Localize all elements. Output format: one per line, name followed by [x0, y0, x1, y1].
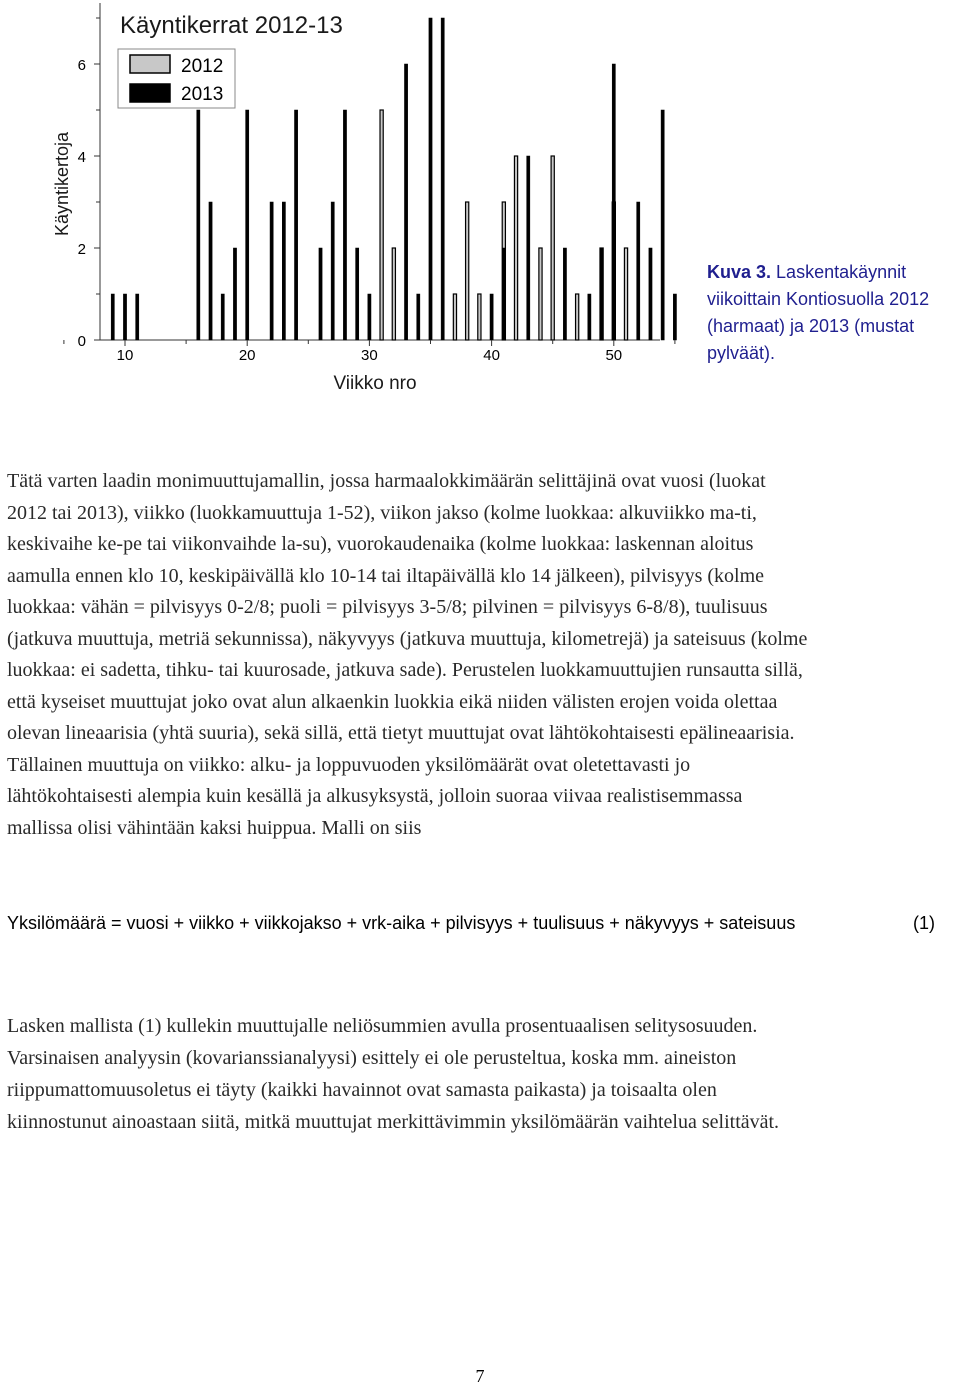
figure-caption: [707, 259, 957, 367]
bar-2013: [661, 110, 664, 340]
bar-chart: [0, 0, 700, 410]
caption-text: Laskentakäynnit viikoittain Kontiosuolla 2012 (harmaat) ja 2013 (mustat pylväät).: [707, 262, 930, 363]
y-tick-label: 2: [77, 241, 86, 258]
bar-2013: [246, 110, 249, 340]
paragraph-1-line: olevan lineaarisia (yhtä suuria), sekä sillä, että tietyt muuttujat ovat lähtökohtaisesti epälineaarisia.: [7, 722, 795, 744]
x-axis-label: Viikko nro: [333, 373, 417, 394]
bar-2013: [612, 64, 615, 340]
bar-2013: [441, 18, 444, 340]
chart-legend: [118, 49, 235, 108]
bar-2012: [539, 248, 542, 340]
bar-2013: [502, 248, 505, 340]
bar-2013: [209, 202, 212, 340]
bar-2013: [368, 294, 371, 340]
bar-2013: [673, 294, 676, 340]
bar-2013: [527, 156, 530, 340]
bar-2012: [576, 294, 579, 340]
y-tick-label: 6: [77, 57, 86, 74]
bar-2013: [197, 110, 200, 340]
page-number: 7: [475, 1366, 485, 1386]
paragraph-1-line: lähtökohtaisesti alempia kuin kesällä ja alkusyksystä, jolloin suoraa viivaa realistisemmassa: [7, 785, 743, 807]
bar-2013: [282, 202, 285, 340]
x-tick-label: 50: [605, 347, 623, 364]
bar-2012: [466, 202, 469, 340]
equation: [7, 913, 947, 939]
bar-2013: [221, 294, 224, 340]
paragraph-1-line: luokkaa: ei sadetta, tihku- tai kuurosade, jatkuva sade). Perustelen luokkamuuttujien runsautta sillä,: [7, 659, 803, 681]
x-tick-label: 10: [116, 347, 134, 364]
bar-2012: [392, 248, 395, 340]
bar-2013: [270, 202, 273, 340]
bar-2013: [649, 248, 652, 340]
bar-2012: [624, 248, 627, 340]
x-tick-label: 30: [361, 347, 378, 364]
paragraph-2-line: kiinnostunut ainoastaan siitä, mitkä muuttujat merkittävimmin yksilömäärän vaihtelua selittävät.: [7, 1111, 780, 1133]
paragraph-1-line: keskivaihe ke-pe tai viikonvaihde la-su), vuorokaudenaika (kolme luokkaa: laskennan aloitus: [7, 533, 754, 555]
paragraph-2-line: Lasken mallista (1) kullekin muuttujalle neliösummien avulla prosentuaalisen selitysosuuden.: [7, 1015, 758, 1037]
paragraph-1: [7, 466, 960, 844]
bar-2013: [356, 248, 359, 340]
bar-2013: [343, 110, 346, 340]
bar-2013: [123, 294, 126, 340]
bar-2013: [600, 248, 603, 340]
bar-2013: [319, 248, 322, 340]
bar-2013: [588, 294, 591, 340]
bar-2013: [563, 248, 566, 340]
bar-2012: [478, 294, 481, 340]
bar-2013: [233, 248, 236, 340]
bar-2012: [514, 156, 517, 340]
bar-2012: [453, 294, 456, 340]
y-axis-label: Käyntikertoja: [52, 131, 72, 237]
paragraph-1-line: Tällainen muuttuja on viikko: alku- ja loppuvuoden yksilömäärät ovat oletettavasti jo: [7, 753, 691, 776]
legend-label-2012: 2012: [181, 56, 224, 77]
paragraph-1-line: luokkaa: vähän = pilvisyys 0-2/8; puoli = pilvisyys 3-5/8; pilvinen = pilvisyys 6-8/8), tuulisuus: [7, 596, 768, 618]
legend-swatch-2013: [130, 84, 170, 102]
equation-number: (1): [913, 913, 935, 933]
bar-2013: [111, 294, 114, 340]
paragraph-1-line: että kyseiset muuttujat joko ovat alun alkaenkin luokkia eikä niiden välisten erojen voida olettaa: [7, 690, 778, 713]
y-tick-label: 0: [77, 333, 86, 350]
chart-title: Käyntikerrat 2012-13: [120, 12, 343, 39]
equation-text: Yksilömäärä = vuosi + viikko + viikkojakso + vrk-aika + pilvisyys + tuulisuus + näkyvyys + sateisuus: [7, 913, 796, 933]
bar-2013: [404, 64, 407, 340]
paragraph-1-line: aamulla ennen klo 10, keskipäivällä klo 10-14 tai iltapäivällä klo 14 jälkeen), pilvisyys (kolme: [7, 564, 765, 587]
bar-2012: [380, 110, 383, 340]
legend-label-2013: 2013: [181, 84, 224, 105]
paragraph-2-line: riippumattomuusoletus ei täyty (kaikki havainnot ovat samasta paikasta) ja toisaalta olen: [7, 1079, 717, 1101]
caption-label: Kuva 3.: [707, 262, 772, 282]
bar-2013: [417, 294, 420, 340]
paragraph-1-line: Tätä varten laadin monimuuttujamallin, jossa harmaalokkimäärän selittäjinä ovat vuosi (luokat: [7, 470, 766, 492]
paragraph-1-line: mallissa olisi vähintään kaksi huippua. Malli on siis: [7, 816, 422, 839]
bar-2013: [331, 202, 334, 340]
paragraph-2: [7, 1010, 960, 1138]
bar-2013: [637, 202, 640, 340]
bar-2013: [429, 18, 432, 340]
y-tick-label: 4: [77, 149, 86, 166]
bar-2012: [551, 156, 554, 340]
x-tick-label: 20: [238, 347, 256, 364]
x-tick-label: 40: [483, 347, 500, 364]
paragraph-1-line: (jatkuva muuttuja, metriä sekunnissa), näkyvyys (jatkuva muuttuja, kilometrejä) ja sateisuus (kolme: [7, 627, 808, 650]
legend-swatch-2012: [130, 55, 170, 73]
paragraph-1-line: 2012 tai 2013), viikko (luokkamuuttuja 1-52), viikon jakso (kolme luokkaa: alkuviikko ma-ti,: [7, 501, 757, 524]
paragraph-2-line: Varsinaisen analyysin (kovarianssianalyysi) esittely ei ole perusteltua, koska mm. aineiston: [7, 1047, 737, 1069]
bar-2013: [136, 294, 139, 340]
bar-2013: [294, 110, 297, 340]
bar-2013: [490, 294, 493, 340]
